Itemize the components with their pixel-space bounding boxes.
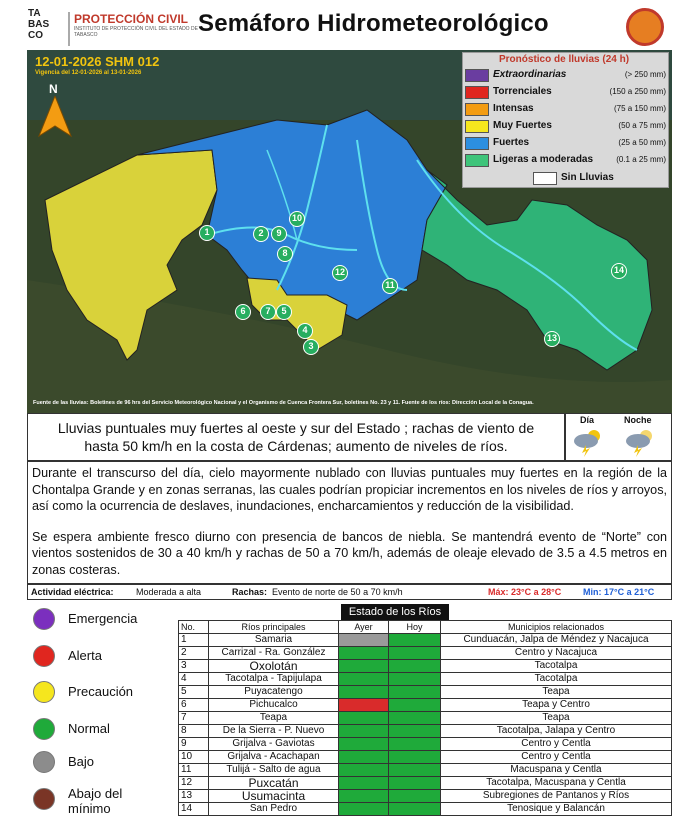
status-legend-item	[30, 714, 175, 744]
station-marker: 10	[289, 211, 305, 227]
table-row	[179, 712, 672, 725]
col-today: Hoy	[389, 621, 441, 634]
river-status-legend	[27, 600, 177, 820]
north-label: N	[49, 82, 58, 96]
status-legend-item	[30, 784, 175, 818]
civil-protection-seal-icon	[626, 8, 664, 46]
legend-item	[465, 153, 668, 168]
river-municipalities: Tacotalpa	[441, 660, 672, 673]
status-yesterday	[339, 738, 389, 751]
rivers-table	[178, 620, 672, 816]
station-marker: 3	[303, 339, 319, 355]
status-label: Normal	[68, 721, 110, 736]
col-no: No.	[179, 621, 209, 634]
col-yesterday: Ayer	[339, 621, 389, 634]
rivers-table-body	[179, 634, 672, 816]
river-no: 1	[179, 634, 209, 647]
electric-activity-value: Moderada a alta	[136, 587, 202, 597]
compass-north-icon	[37, 82, 73, 138]
table-header-row	[179, 621, 672, 634]
legend-label: Intensas	[493, 103, 534, 114]
river-name: Samaria	[209, 634, 339, 647]
legend-range: (50 a 75 mm)	[618, 121, 666, 130]
validity-range: Vigencia del 12-01-2026 al 13-01-2026	[35, 70, 142, 76]
status-today	[389, 764, 441, 777]
org-subtitle: INSTITUTO DE PROTECCIÓN CIVIL DEL ESTADO DE TABASCO	[74, 26, 198, 38]
status-today	[389, 673, 441, 686]
table-row	[179, 777, 672, 790]
station-marker: 5	[276, 304, 292, 320]
table-row	[179, 686, 672, 699]
status-label: Alerta	[68, 648, 102, 663]
river-municipalities: Centro y Centla	[441, 738, 672, 751]
legend-item	[465, 136, 668, 151]
status-yesterday	[339, 751, 389, 764]
gusts-label: Rachas:	[232, 587, 268, 597]
river-no: 9	[179, 738, 209, 751]
status-dot	[33, 788, 55, 810]
legend-swatch	[465, 69, 489, 82]
gusts-value: Evento de norte de 50 a 70 km/h	[272, 587, 403, 597]
legend-range: (> 250 mm)	[624, 70, 666, 79]
logo-line-3: CO	[28, 30, 43, 41]
day-label: Día	[580, 415, 595, 425]
status-legend-item	[30, 747, 175, 777]
status-dot	[33, 681, 55, 703]
status-yesterday	[339, 660, 389, 673]
legend-label: Torrenciales	[493, 86, 552, 97]
page-title: Semáforo Hidrometeorológico	[198, 10, 549, 37]
river-name: Tulijá - Salto de agua	[209, 764, 339, 777]
forecast-summary	[27, 413, 565, 461]
legend-swatch	[465, 86, 489, 99]
station-marker: 6	[235, 304, 251, 320]
station-marker: 2	[253, 226, 269, 242]
logo-line-1: TA	[28, 8, 41, 19]
status-dot	[33, 751, 55, 773]
river-name: Grijalva - Gaviotas	[209, 738, 339, 751]
status-today	[389, 790, 441, 803]
legend-range: (25 a 50 mm)	[618, 138, 666, 147]
river-no: 12	[179, 777, 209, 790]
table-row	[179, 647, 672, 660]
legend-swatch	[465, 103, 489, 116]
info-bar	[27, 584, 672, 600]
table-row	[179, 634, 672, 647]
status-yesterday	[339, 699, 389, 712]
legend-swatch	[533, 172, 557, 185]
summary-line-2: hasta 50 km/h en la costa de Cárdenas; aumento de niveles de ríos.	[84, 438, 508, 454]
status-yesterday	[339, 725, 389, 738]
electric-activity-label: Actividad eléctrica:	[31, 587, 114, 597]
table-row	[179, 803, 672, 816]
storm-day-icon	[572, 427, 604, 457]
legend-label: Muy Fuertes	[493, 120, 552, 131]
river-municipalities: Tacotalpa	[441, 673, 672, 686]
table-row	[179, 764, 672, 777]
river-name: Carrizal - Ra. González	[209, 647, 339, 660]
status-yesterday	[339, 803, 389, 816]
station-marker: 13	[544, 331, 560, 347]
river-name: Teapa	[209, 712, 339, 725]
night-label: Noche	[624, 415, 652, 425]
legend-swatch	[465, 137, 489, 150]
table-row	[179, 660, 672, 673]
legend-range: (75 a 150 mm)	[613, 104, 666, 113]
table-row	[179, 738, 672, 751]
river-name: Puyacatengo	[209, 686, 339, 699]
map-source-note: Fuente de las lluvias: Boletines de 96 hrs del Servicio Meteorológico Nacional y el Organismo de Cuenca Frontera Sur, boletines No. 23 y 11. Fuente de los ríos: Dirección Local de la Conagua.	[33, 400, 534, 406]
status-dot	[33, 608, 55, 630]
river-municipalities: Tenosique y Balancán	[441, 803, 672, 816]
river-no: 14	[179, 803, 209, 816]
status-today	[389, 660, 441, 673]
station-marker: 11	[382, 278, 398, 294]
status-today	[389, 803, 441, 816]
station-marker: 4	[297, 323, 313, 339]
river-name: Grijalva - Acachapan	[209, 751, 339, 764]
river-no: 6	[179, 699, 209, 712]
summary-line-1: Lluvias puntuales muy fuertes al oeste y sur del Estado ; rachas de viento de	[57, 420, 535, 436]
station-marker: 1	[199, 225, 215, 241]
river-municipalities: Teapa y Centro	[441, 699, 672, 712]
river-name: Pichucalco	[209, 699, 339, 712]
status-today	[389, 699, 441, 712]
river-no: 5	[179, 686, 209, 699]
table-row	[179, 699, 672, 712]
bulletin-code: 12-01-2026 SHM 012	[35, 54, 160, 69]
legend-range: (150 a 250 mm)	[609, 87, 666, 96]
status-yesterday	[339, 673, 389, 686]
status-today	[389, 634, 441, 647]
legend-item	[465, 102, 668, 117]
status-label: Emergencia	[68, 611, 138, 626]
status-yesterday	[339, 634, 389, 647]
legend-item	[465, 85, 668, 100]
status-yesterday	[339, 647, 389, 660]
table-row	[179, 751, 672, 764]
status-yesterday	[339, 790, 389, 803]
river-municipalities: Teapa	[441, 712, 672, 725]
status-today	[389, 725, 441, 738]
river-name: Tacotalpa - Tapijulapa	[209, 673, 339, 686]
status-legend-item	[30, 677, 175, 707]
river-name: Usumacinta	[209, 790, 339, 803]
status-yesterday	[339, 764, 389, 777]
legend-label: Sin Lluvias	[561, 172, 614, 183]
rainfall-map	[27, 50, 672, 413]
legend-label: Fuertes	[493, 137, 530, 148]
river-no: 11	[179, 764, 209, 777]
legend-item	[465, 171, 668, 186]
legend-range: (0.1 a 25 mm)	[616, 155, 666, 164]
river-name: Oxolotán	[209, 660, 339, 673]
river-municipalities: Cunduacán, Jalpa de Méndez y Nacajuca	[441, 634, 672, 647]
status-today	[389, 712, 441, 725]
col-river: Ríos principales	[209, 621, 339, 634]
station-marker: 7	[260, 304, 276, 320]
legend-swatch	[465, 120, 489, 133]
legend-item	[465, 68, 668, 83]
station-marker: 9	[271, 226, 287, 242]
legend-item	[465, 119, 668, 134]
status-yesterday	[339, 777, 389, 790]
proteccion-civil-logo	[68, 12, 198, 46]
legend-label: Ligeras a moderadas	[493, 154, 594, 165]
table-row	[179, 790, 672, 803]
river-municipalities: Teapa	[441, 686, 672, 699]
river-municipalities: Tacotalpa, Jalapa y Centro	[441, 725, 672, 738]
status-legend-item	[30, 641, 175, 671]
status-today	[389, 647, 441, 660]
status-today	[389, 751, 441, 764]
col-municipalities: Municipios relacionados	[441, 621, 672, 634]
weather-icons	[565, 413, 672, 461]
river-municipalities: Subregiones de Pantanos y Ríos	[441, 790, 672, 803]
table-row	[179, 673, 672, 686]
river-municipalities: Centro y Nacajuca	[441, 647, 672, 660]
river-no: 2	[179, 647, 209, 660]
rain-legend	[462, 52, 669, 188]
river-municipalities: Tacotalpa, Macuspana y Centla	[441, 777, 672, 790]
rivers-table-title: Estado de los Ríos	[341, 604, 449, 620]
legend-title: Pronóstico de lluvias (24 h)	[499, 54, 630, 65]
river-no: 7	[179, 712, 209, 725]
river-municipalities: Macuspana y Centla	[441, 764, 672, 777]
org-title: PROTECCIÓN CIVIL	[74, 12, 189, 26]
max-temp: Máx: 23°C a 28°C	[488, 587, 562, 597]
legend-swatch	[465, 154, 489, 167]
status-dot	[33, 645, 55, 667]
status-legend-item	[30, 604, 175, 634]
logo-line-2: BAS	[28, 19, 50, 30]
tabasco-logo	[28, 8, 64, 48]
status-dot	[33, 718, 55, 740]
description-paragraph-2: Se espera ambiente fresco diurno con presencia de bancos de niebla. Se mantendrá evento de “Norte” con vientos sostenidos de 30 a 40 km/h y rachas de 50 a 70 km/h, además de oleaje elevado de 3.5 a 4.5 metros en zonas costeras.	[32, 529, 667, 577]
status-today	[389, 738, 441, 751]
river-name: San Pedro	[209, 803, 339, 816]
table-row	[179, 725, 672, 738]
description-paragraph-1: Durante el transcurso del día, cielo mayormente nublado con lluvias puntuales muy fuertes en la región de la Chontalpa Grande y en zonas serranas, las cuales podrían propiciar incrementos en los niveles de ríos y arroyos, así como la ocurrencia de deslaves, inundaciones, encharcamientos y reducción de la visibilidad.	[32, 466, 667, 513]
river-no: 13	[179, 790, 209, 803]
header	[24, 4, 672, 50]
status-label: Precaución	[68, 684, 134, 699]
station-marker: 12	[332, 265, 348, 281]
status-label: Abajo del mínimo	[68, 786, 123, 816]
forecast-description	[27, 461, 672, 584]
legend-label: Extraordinarias	[493, 69, 567, 80]
status-today	[389, 686, 441, 699]
river-no: 8	[179, 725, 209, 738]
river-municipalities: Centro y Centla	[441, 751, 672, 764]
storm-night-icon	[624, 427, 656, 457]
river-no: 4	[179, 673, 209, 686]
station-marker: 14	[611, 263, 627, 279]
station-marker: 8	[277, 246, 293, 262]
river-no: 10	[179, 751, 209, 764]
min-temp: Min: 17°C a 21°C	[583, 587, 655, 597]
status-yesterday	[339, 686, 389, 699]
status-today	[389, 777, 441, 790]
status-yesterday	[339, 712, 389, 725]
river-name: Puxcatán	[209, 777, 339, 790]
river-no: 3	[179, 660, 209, 673]
river-name: De la Sierra - P. Nuevo	[209, 725, 339, 738]
status-label: Bajo	[68, 754, 95, 769]
